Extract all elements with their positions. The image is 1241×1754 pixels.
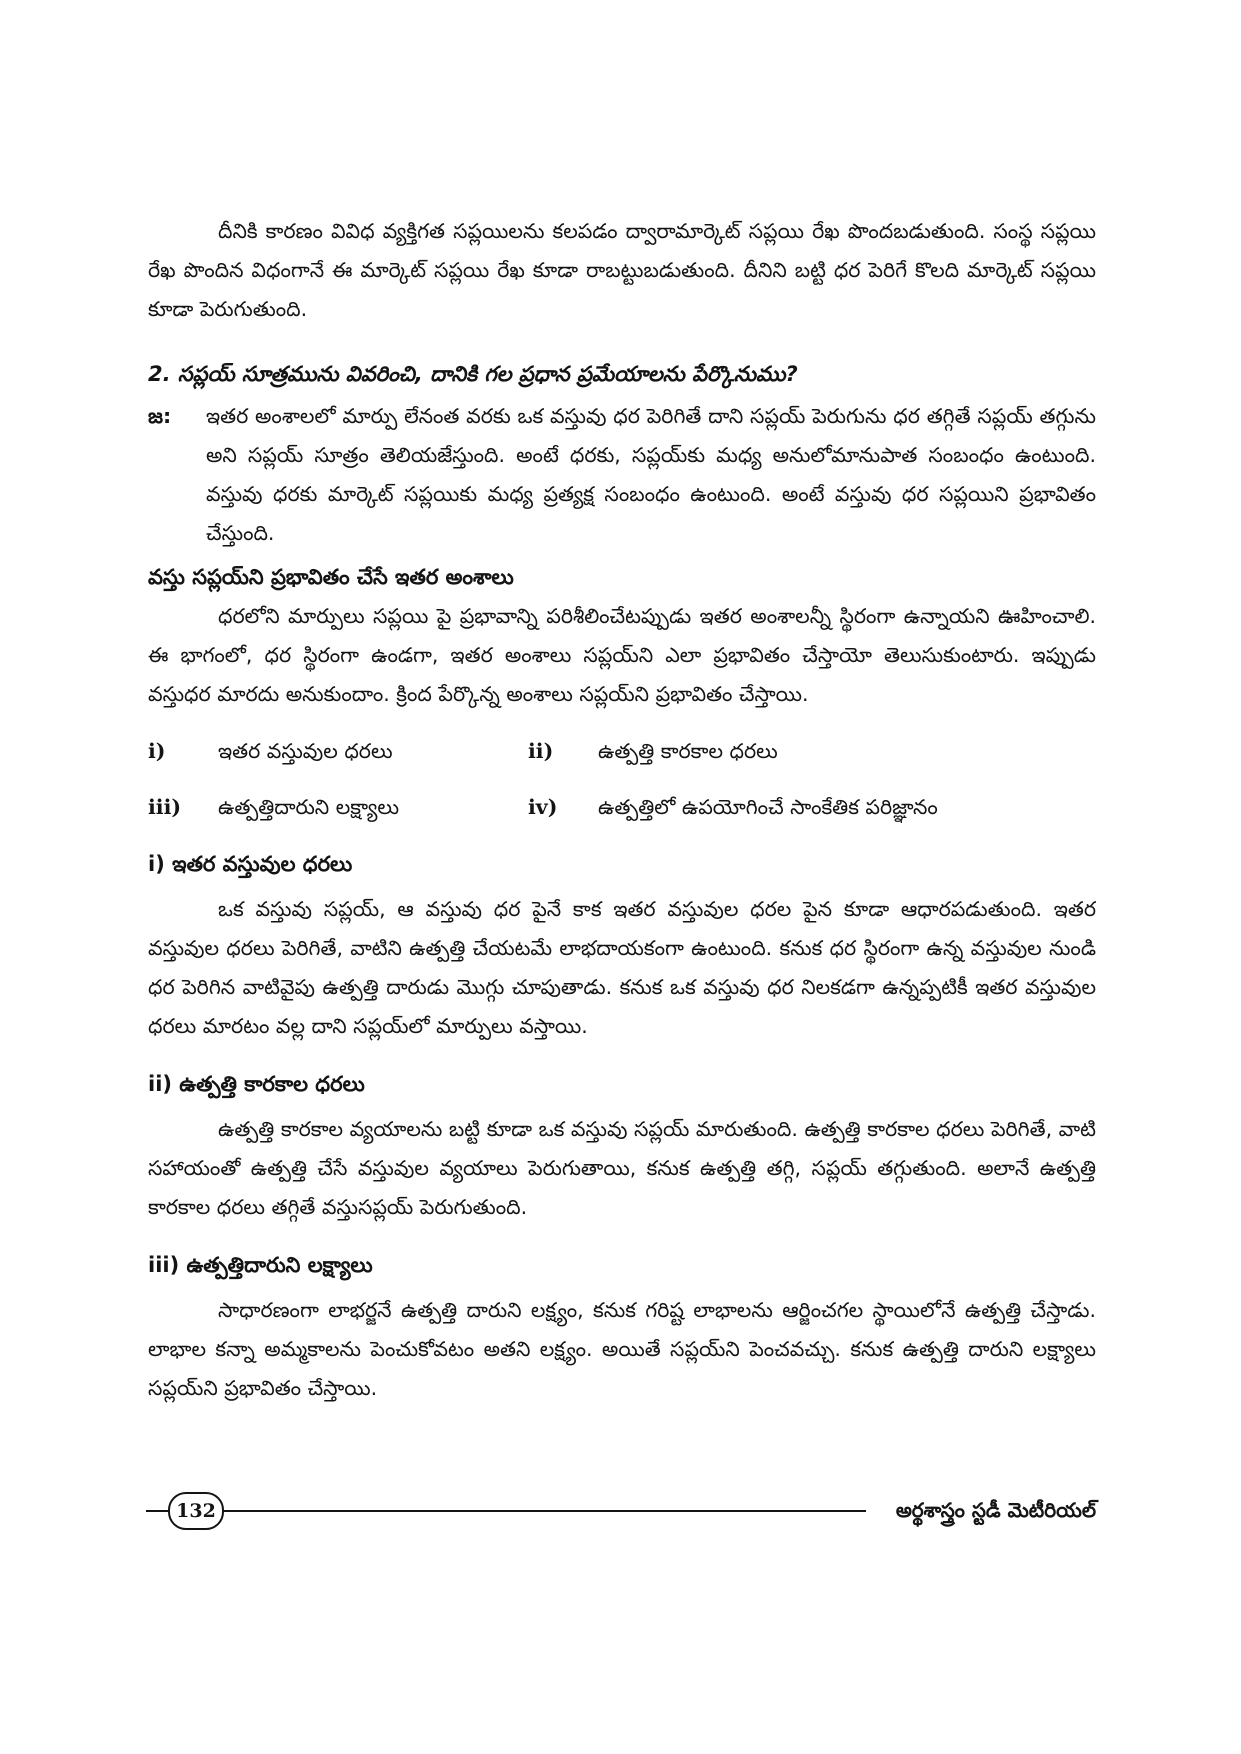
factor-item: ఉత్పత్తి కారకాల ధరలు bbox=[598, 739, 778, 763]
other-factors-paragraph: ధరలోని మార్పులు సప్లయి పై ప్రభావాన్ని పరిశీలించేటప్పుడు ఇతర అంశాలన్నీ స్థిరంగా ఉన్నాయని ఊహించాలి. ఈ భాగంలో, ధర స్థిరంగా ఉండగా, ఇతర అంశాలు సప్లయ్‌ని ఎలా ప్రభావితం చేస్తాయో తెలుసుకుంటారు. ఇప్పుడు వస్తుధర మారదు అనుకుందాం. క్రింద పేర్కొన్న అంశాలు సప్లయ్‌ని ప్రభావితం చేస్తాయి. bbox=[148, 604, 1096, 706]
factor-item: ఉత్పత్తిదారుని లక్ష్యాలు bbox=[218, 795, 400, 819]
footer-rule bbox=[146, 1510, 866, 1512]
answer-block bbox=[148, 397, 1096, 553]
factor-item: ఇతర వస్తువుల ధరలు bbox=[218, 739, 393, 763]
factor-number: iii) bbox=[148, 795, 182, 819]
section-3-text: సాధారణంగా లాభర్జనే ఉత్పత్తి దారుని లక్ష్యం, కనుక గరిష్ట లాభాలను ఆర్జించగల స్థాయిలోనే ఉత్పత్తి చేస్తాడు. లాభాల కన్నా అమ్మకాలను పెంచుకోవటం అతని లక్ష్యం. అయితే సప్లయ్‌ని పెంచవచ్చు. కనుక ఉత్పత్తి దారుని లక్ష్యాలు సప్లయ్‌ని ప్రభావితం చేస్తాయి. bbox=[148, 1298, 1096, 1400]
section-heading-other-factors: వస్తు సప్లయ్‌ని ప్రభావితం చేసే ఇతర అంశాలు bbox=[148, 565, 514, 589]
question-heading: 2. సప్లయ్ సూత్రమును వివరించి, దానికి గల ప్రధాన ప్రమేయాలను పేర్కొనుము? bbox=[148, 362, 798, 386]
answer-label: జ: bbox=[148, 404, 172, 428]
page-body bbox=[148, 212, 1096, 1408]
factor-number: i) bbox=[148, 739, 166, 763]
page-number-badge: 132 bbox=[168, 1492, 224, 1530]
section-1-text: ఒక వస్తువు సప్లయ్, ఆ వస్తువు ధర పైనే కాక ఇతర వస్తువుల ధరల పైన కూడా ఆధారపడుతుంది. ఇతర వస్తువుల ధరలు పెరిగితే, వాటిని ఉత్పత్తి చేయటమే లాభదాయకంగా ఉంటుంది. కనుక ధర స్థిరంగా ఉన్న వస్తువుల నుండి ధర పెరిగిన వాటివైపు ఉత్పత్తి దారుడు మొగ్గు చూపుతాడు. కనుక ఒక వస్తువు ధర నిలకడగా ఉన్నప్పటికీ ఇతర వస్తువుల ధరలు మారటం వల్ల దాని సప్లయ్‌లో మార్పులు వస్తాయి. bbox=[148, 897, 1096, 1038]
factor-number: iv) bbox=[528, 795, 558, 819]
section-2-heading: ii) ఉత్పత్తి కారకాల ధరలు bbox=[148, 1072, 365, 1096]
factor-number: ii) bbox=[528, 739, 554, 763]
factors-list bbox=[148, 732, 1096, 826]
factor-item: ఉత్పత్తిలో ఉపయోగించే సాంకేతిక పరిజ్ఞానం bbox=[598, 795, 938, 819]
book-title: అర్థశాస్త్రం స్టడీ మెటీరియల్ bbox=[895, 1498, 1096, 1522]
section-2-text: ఉత్పత్తి కారకాల వ్యయాలను బట్టి కూడా ఒక వస్తువు సప్లయ్ మారుతుంది. ఉత్పత్తి కారకాల ధరలు పెరిగితే, వాటి సహాయంతో ఉత్పత్తి చేసే వస్తువుల వ్యయాలు పెరుగుతాయి, కనుక ఉత్పత్తి తగ్గి, సప్లయ్ తగ్గుతుంది. అలానే ఉత్పత్తి కారకాల ధరలు తగ్గితే వస్తుసప్లయ్ పెరుగుతుంది. bbox=[148, 1117, 1096, 1219]
section-3-heading: iii) ఉత్పత్తిదారుని లక్ష్యాలు bbox=[148, 1253, 373, 1277]
page-footer bbox=[146, 1488, 1096, 1532]
answer-text: ఇతర అంశాలలో మార్పు లేనంత వరకు ఒక వస్తువు ధర పెరిగితే దాని సప్లయ్ పెరుగును ధర తగ్గితే సప్లయ్ తగ్గును అని సప్లయ్ సూత్రం తెలియజేస్తుంది. అంటే ధరకు, సప్లయ్‌కు మధ్య అనులోమానుపాత సంబంధం ఉంటుంది. వస్తువు ధరకు మార్కెట్ సప్లయికు మధ్య ప్రత్యక్ష సంబంధం ఉంటుంది. అంటే వస్తువు ధర సప్లయిని ప్రభావితం చేస్తుంది. bbox=[206, 404, 1096, 545]
intro-paragraph: దీనికి కారణం వివిధ వ్యక్తిగత సప్లయిలను కలపడం ద్వారామార్కెట్ సప్లయి రేఖ పొందబడుతుంది. సంస్థ సప్లయి రేఖ పొందిన విధంగానే ఈ మార్కెట్ సప్లయి రేఖ కూడా రాబట్టుబడుతుంది. దీనిని బట్టి ధర పెరిగే కొలది మార్కెట్ సప్లయి కూడా పెరుగుతుంది. bbox=[148, 219, 1096, 321]
section-1-heading: i) ఇతర వస్తువుల ధరలు bbox=[148, 852, 353, 876]
